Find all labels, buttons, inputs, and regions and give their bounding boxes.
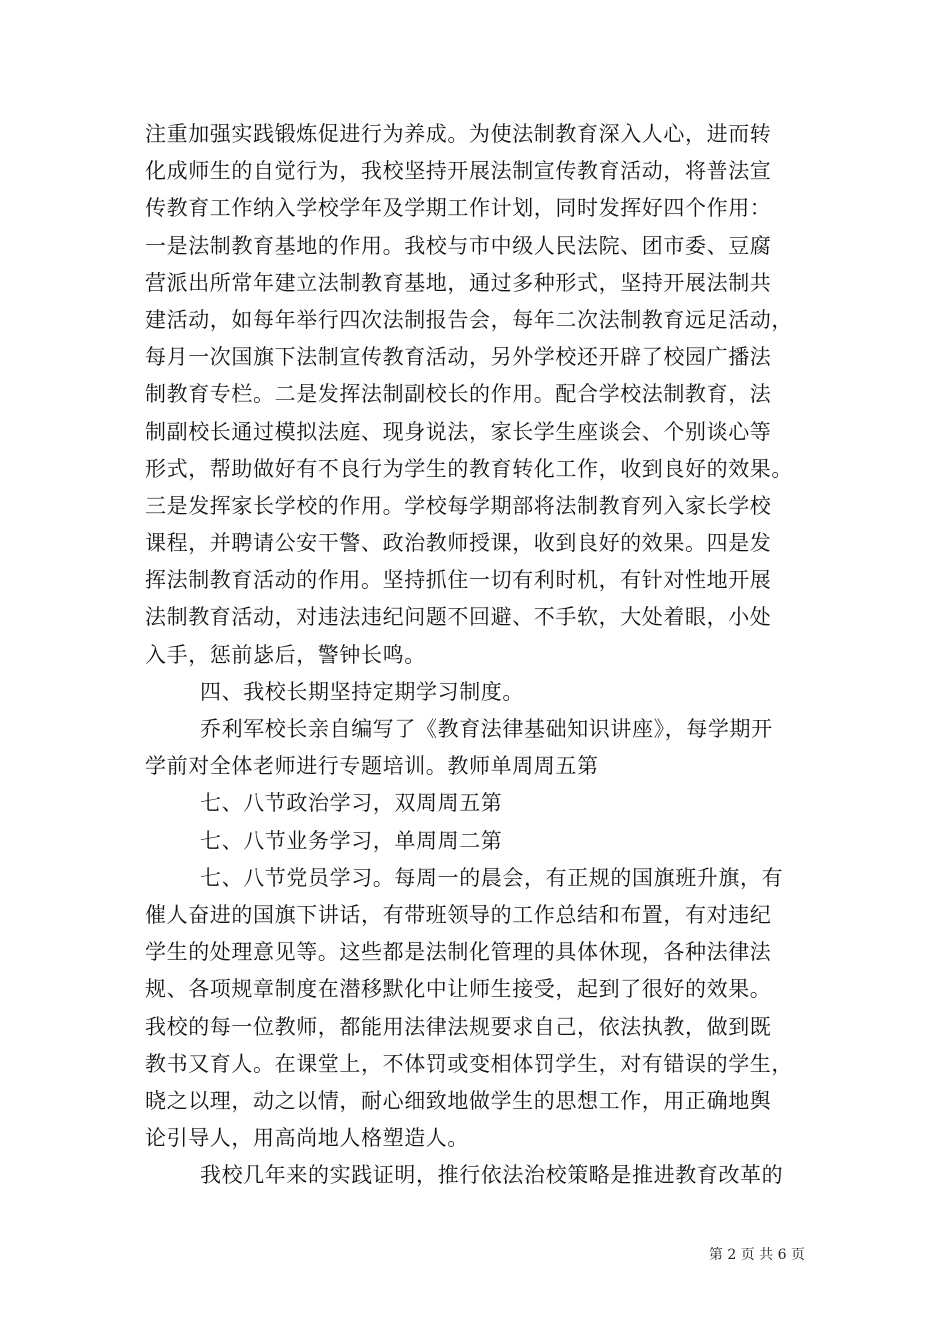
text-line: 三是发挥家长学校的作用。学校每学期部将法制教育列入家长学校 [145,493,772,518]
page-number-footer: 第 2 页 共 6 页 [708,1247,805,1263]
text-line: 注重加强实践锻炼促进行为养成。为使法制教育深入人心，进而转 [145,122,772,146]
text-line: 建活动，如每年举行四次法制报告会，每年二次法制教育远足活动， [145,307,793,332]
text-line: 催人奋进的国旗下讲话，有带班领导的工作总结和布置，有对违纪 [145,902,772,927]
text-line: 形式，帮助做好有不良行为学生的教育转化工作，收到良好的效果。 [145,456,793,481]
text-line: 制教育专栏。二是发挥法制副校长的作用。配合学校法制教育，法 [145,382,772,407]
text-line: 七、八节业务学习，单周周二第 [200,828,503,853]
text-line: 晓之以理，动之以情，耐心细致地做学生的思想工作，用正确地舆 [145,1088,772,1113]
text-line: 七、八节党员学习。每周一的晨会，有正规的国旗班升旗，有 [200,865,784,890]
text-line: 挥法制教育活动的作用。坚持抓住一切有利时机，有针对性地开展 [145,568,772,593]
text-line: 乔利军校长亲自编写了《教育法律基础知识讲座》，每学期开 [200,717,773,741]
text-line: 法制教育活动，对违法违纪问题不回避、不手软，大处着眼，小处 [145,605,772,630]
text-line: 教书又育人。在课堂上，不体罚或变相体罚学生，对有错误的学生， [145,1051,793,1076]
text-line: 学前对全体老师进行专题培训。教师单周周五第 [145,754,599,779]
text-line: 七、八节政治学习，双周周五第 [200,791,503,816]
text-line: 入手，惩前毖后，警钟长鸣。 [145,642,426,667]
text-line: 制副校长通过模拟法庭、现身说法，家长学生座谈会、个别谈心等 [145,419,772,444]
text-line: 规、各项规章制度在潜移默化中让师生接受，起到了很好的效果。 [145,977,772,1002]
document-body [145,116,809,1194]
text-line: 课程，并聘请公安干警、政治教师授课，收到良好的效果。四是发 [145,531,772,556]
text-line: 传教育工作纳入学校学年及学期工作计划，同时发挥好四个作用： [145,196,772,221]
text-line: 每月一次国旗下法制宣传教育活动，另外学校还开辟了校园广播法 [145,345,772,370]
text-line: 我校几年来的实践证明，推行依法治校策略是推进教育改革的 [200,1163,784,1188]
text-line: 四、我校长期坚持定期学习制度。 [200,679,524,704]
text-line: 论引导人，用高尚地人格塑造人。 [145,1126,469,1151]
text-line: 营派出所常年建立法制教育基地，通过多种形式，坚持开展法制共 [145,270,772,295]
text-line: 学生的处理意见等。这些都是法制化管理的具体休现，各种法律法 [145,940,772,965]
text-line: 我校的每一位教师，都能用法律法规要求自己，依法执教，做到既 [145,1014,772,1039]
text-line: 化成师生的自觉行为，我校坚持开展法制宣传教育活动，将普法宣 [145,159,772,184]
text-line: 一是法制教育基地的作用。我校与市中级人民法院、团市委、豆腐 [145,233,772,258]
